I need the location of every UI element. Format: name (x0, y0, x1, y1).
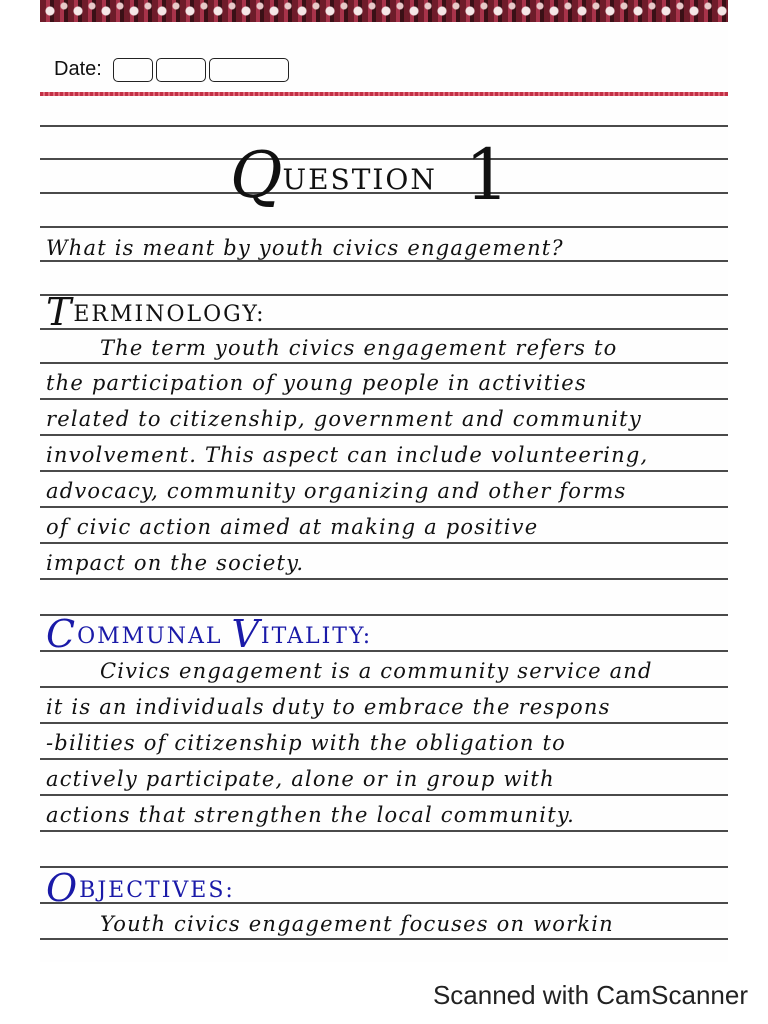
ruled-line (40, 506, 728, 508)
ruled-line (40, 830, 728, 832)
section-heading-objectives: OBJECTIVES: (46, 866, 235, 910)
ruled-line (40, 578, 728, 580)
paragraph-line: advocacy, community organizing and other forms (46, 479, 627, 503)
ruled-line (40, 125, 728, 127)
ruled-line (40, 470, 728, 472)
paragraph-line: The term youth civics engagement refers to (100, 336, 618, 360)
title-number: 1 (464, 134, 510, 216)
title-initial: Q (230, 139, 283, 213)
ruled-line (40, 722, 728, 724)
paragraph-line: involvement. This aspect can include volunteering, (46, 443, 649, 467)
title-rest: UESTION (282, 163, 437, 196)
ruled-line (40, 938, 728, 940)
ruled-line (40, 794, 728, 796)
notebook-page (40, 0, 728, 962)
decorative-border (40, 0, 728, 22)
ruled-line (40, 362, 728, 364)
paragraph-line: it is an individuals duty to embrace the respons (46, 695, 611, 719)
paragraph-line: actively participate, alone or in group with (46, 767, 555, 791)
paragraph-line: the participation of young people in activities (46, 371, 587, 395)
question-text: What is meant by youth civics engagement? (46, 236, 564, 260)
paragraph-line: Youth civics engagement focuses on workin (100, 912, 614, 936)
section-heading-terminology: TERMINOLOGY: (46, 290, 266, 334)
date-box-day (113, 58, 153, 82)
ruled-line (40, 686, 728, 688)
paragraph-line: -bilities of citizenship with the obligation to (46, 731, 566, 755)
paragraph-line: impact on the society. (46, 551, 305, 575)
paragraph-line: actions that strengthen the local community. (46, 803, 575, 827)
ruled-line (40, 542, 728, 544)
paragraph-line: Civics engagement is a community service and (100, 659, 653, 683)
ruled-line (40, 260, 728, 262)
paragraph-line: of civic action aimed at making a positive (46, 515, 539, 539)
ruled-line (40, 758, 728, 760)
page-title (230, 134, 509, 216)
header-rule (40, 92, 728, 96)
paragraph-line: related to citizenship, government and community (46, 407, 642, 431)
date-box-month (156, 58, 206, 82)
date-label: Date: (54, 58, 102, 80)
ruled-line (40, 434, 728, 436)
date-box-year (209, 58, 289, 82)
section-heading-communal-vitality: COMMUNAL VITALITY: (46, 612, 373, 656)
scanner-watermark: Scanned with CamScanner (432, 980, 748, 1010)
ruled-line (40, 398, 728, 400)
ruled-line (40, 226, 728, 228)
